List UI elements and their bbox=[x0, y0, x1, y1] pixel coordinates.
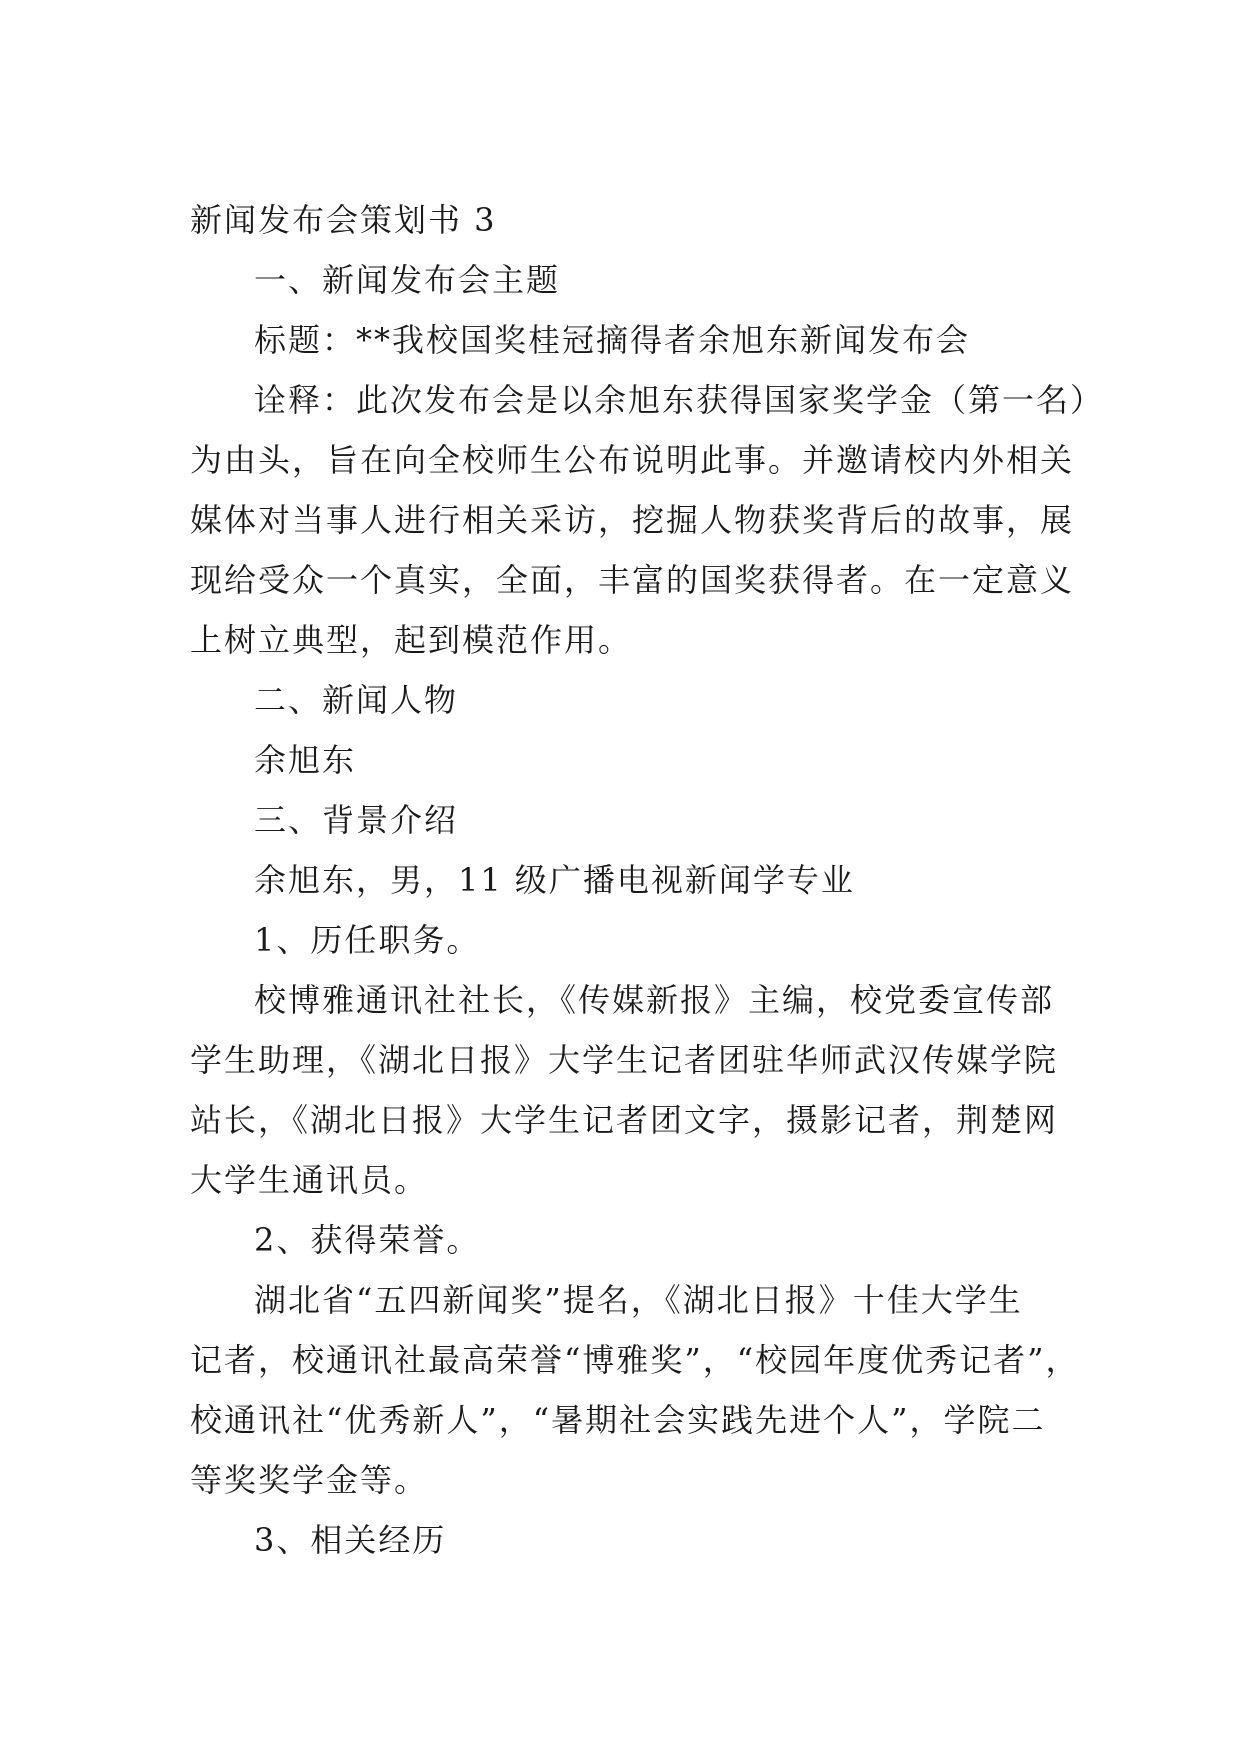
section-heading-theme: 一、新闻发布会主题 bbox=[254, 261, 561, 299]
paragraph-line: 大学生通讯员。 bbox=[190, 1161, 429, 1199]
paragraph-line: 为由头，旨在向全校师生公布说明此事。并邀请校内外相关 bbox=[190, 441, 1075, 479]
paragraph-line: 站长，《湖北日报》大学生记者团文字，摄影记者，荆楚网 bbox=[190, 1101, 1059, 1139]
subheading-honors: 2、获得荣誉。 bbox=[254, 1221, 481, 1259]
paragraph-line: 媒体对当事人进行相关采访，挖掘人物获奖背后的故事，展 bbox=[190, 501, 1075, 539]
paragraph-line: 记者，校通讯社最高荣誉“博雅奖”，“校园年度优秀记者”， bbox=[190, 1341, 1080, 1379]
subheading-positions: 1、历任职务。 bbox=[254, 921, 481, 959]
paragraph-line: 湖北省“五四新闻奖”提名，《湖北日报》十佳大学生 bbox=[254, 1281, 1023, 1319]
document-title: 新闻发布会策划书 3 bbox=[190, 201, 497, 239]
section-heading-background: 三、背景介绍 bbox=[254, 801, 459, 839]
document-body bbox=[190, 190, 1105, 1570]
paragraph-line: 学生助理，《湖北日报》大学生记者团驻华师武汉传媒学院 bbox=[190, 1041, 1059, 1079]
subheading-experience: 3、相关经历 bbox=[254, 1521, 447, 1559]
paragraph-line: 现给受众一个真实，全面，丰富的国奖获得者。在一定意义 bbox=[190, 561, 1075, 599]
paragraph-line: 等奖奖学金等。 bbox=[190, 1461, 429, 1499]
paragraph-line: 余旭东，男，11 级广播电视新闻学专业 bbox=[254, 861, 855, 899]
paragraph-line: 余旭东 bbox=[254, 741, 357, 779]
section-heading-person: 二、新闻人物 bbox=[254, 681, 459, 719]
paragraph-line: 校博雅通讯社社长，《传媒新报》主编，校党委宣传部 bbox=[254, 981, 1055, 1019]
paragraph-line: 诠释：此次发布会是以余旭东获得国家奖学金（第一名） bbox=[254, 381, 1105, 419]
paragraph-line: 标题：**我校国奖桂冠摘得者余旭东新闻发布会 bbox=[254, 321, 971, 359]
paragraph-line: 上树立典型，起到模范作用。 bbox=[190, 621, 633, 659]
paragraph-line: 校通讯社“优秀新人”，“暑期社会实践先进个人”，学院二 bbox=[190, 1401, 1046, 1439]
